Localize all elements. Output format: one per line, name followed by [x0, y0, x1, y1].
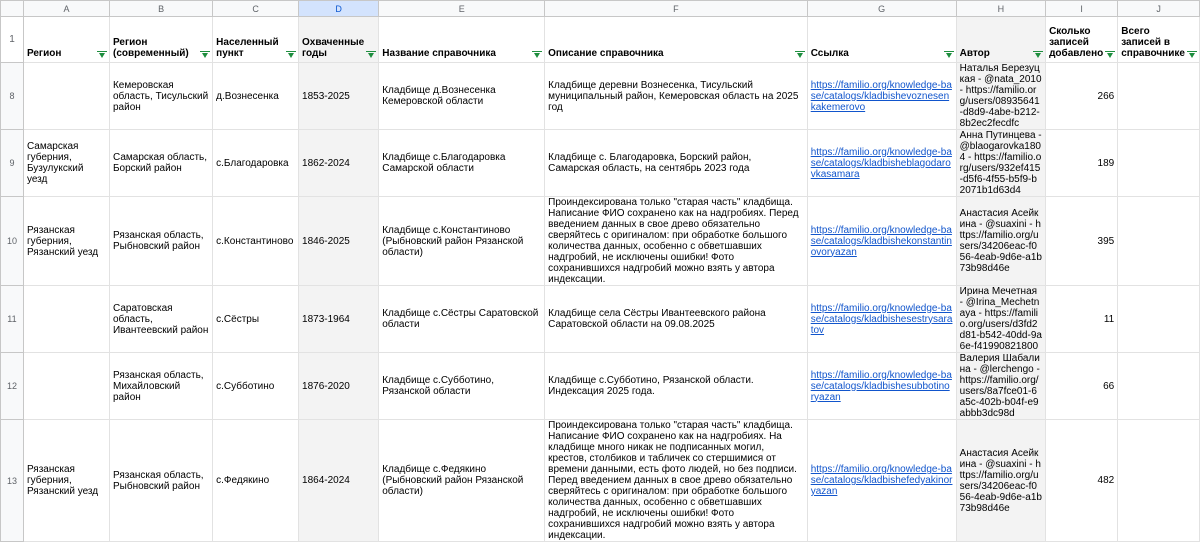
filter-icon[interactable] — [1033, 51, 1043, 59]
cell-settlement[interactable]: д.Вознесенка — [213, 63, 299, 130]
cell-description[interactable]: Проиндексирована только "старая часть" кладбища. Написание ФИО сохранено как на надгробиях. На кладбище много никак не подписанных могил, крестов, столбиков и табличек со стершимися от времени данными, есть фото людей, но без подписи. Перед введением данных в свое древо обязательно сверяйтесь с оригиналом: при обработке большого количества данных, особенно с обветшавших надгробий, не исключены ошибки! Фото сохранившихся надгробий можно взять у автора индексации. — [545, 420, 808, 542]
table-row — [1, 63, 1200, 130]
column-header-d[interactable]: D — [299, 1, 379, 17]
cell-name[interactable]: Кладбище д.Вознесенка Кемеровской области — [379, 63, 545, 130]
cell-added[interactable]: 189 — [1046, 130, 1118, 197]
cell-link[interactable]: https://familio.org/knowledge-base/catalogs/kladbishefedyakinoryazan — [807, 420, 956, 542]
cell-author[interactable]: Наталья Березуцкая - @nata_2010 - https://familio.org/users/08935641-d8d9-4abe-b212-8b2ec2fecdfc — [956, 63, 1045, 130]
cell-description[interactable]: Проиндексирована только "старая часть" кладбища. Написание ФИО сохранено как на надгробиях. Перед введением данных в свое древо обязательно сверяйтесь с оригиналом: при обработке большого количества данных, особенно с обветшавших надгробий, не исключены ошибки! Фото сохранившихся надгробий можно взять у автора индексации. — [545, 197, 808, 286]
header-name[interactable]: Название справочника — [379, 17, 545, 63]
table-row — [1, 197, 1200, 286]
column-header-f[interactable]: F — [545, 1, 808, 17]
cell-settlement[interactable]: с.Благодаровка — [213, 130, 299, 197]
column-header-i[interactable]: I — [1046, 1, 1118, 17]
cell-added[interactable]: 482 — [1046, 420, 1118, 542]
filter-icon[interactable] — [795, 51, 805, 59]
cell-description[interactable]: Кладбище с. Благодаровка, Борский район, Самарская область, на сентябрь 2023 года — [545, 130, 808, 197]
table-row — [1, 420, 1200, 542]
cell-name[interactable]: Кладбище с.Благодаровка Самарской области — [379, 130, 545, 197]
cell-link[interactable]: https://familio.org/knowledge-base/catalogs/kladbishevoznesenkakemerovo — [807, 63, 956, 130]
cell-author[interactable]: Анастасия Асейкина - @suaxini - https://familio.org/users/34206eac-f056-4eab-9d6e-a1b73b98d46e — [956, 420, 1045, 542]
cell-years[interactable]: 1876-2020 — [299, 353, 379, 420]
column-header-j[interactable]: J — [1118, 1, 1200, 17]
row-number[interactable]: 13 — [1, 420, 24, 542]
cell-total[interactable] — [1118, 420, 1200, 542]
cell-region-modern[interactable]: Рязанская область, Рыбновский район — [109, 420, 212, 542]
column-header-h[interactable]: H — [956, 1, 1045, 17]
cell-region[interactable]: Самарская губерния, Бузулукский уезд — [23, 130, 109, 197]
cell-author[interactable]: Анна Путинцева - @blaogarovka1804 - https://familio.org/users/932ef415-d5f6-4f55-b5f9-b2071b1d63d4 — [956, 130, 1045, 197]
cell-total[interactable] — [1118, 130, 1200, 197]
cell-added[interactable]: 11 — [1046, 286, 1118, 353]
header-description[interactable]: Описание справочника — [545, 17, 808, 63]
header-added[interactable]: Сколько записей добавлено — [1046, 17, 1118, 63]
cell-region-modern[interactable]: Саратовская область, Ивантеевский район — [109, 286, 212, 353]
filter-icon[interactable] — [1105, 51, 1115, 59]
table-row — [1, 130, 1200, 197]
row-number[interactable]: 1 — [1, 17, 24, 63]
cell-total[interactable] — [1118, 197, 1200, 286]
filter-icon[interactable] — [97, 51, 107, 59]
cell-added[interactable]: 395 — [1046, 197, 1118, 286]
filter-icon[interactable] — [944, 51, 954, 59]
cell-region-modern[interactable]: Самарская область, Борский район — [109, 130, 212, 197]
cell-link[interactable]: https://familio.org/knowledge-base/catalogs/kladbisheblagodarovkasamara — [807, 130, 956, 197]
cell-region[interactable] — [23, 353, 109, 420]
cell-link[interactable]: https://familio.org/knowledge-base/catalogs/kladbishesestrysaratov — [807, 286, 956, 353]
cell-years[interactable]: 1862-2024 — [299, 130, 379, 197]
cell-link[interactable]: https://familio.org/knowledge-base/catalogs/kladbishesubbotinoryazan — [807, 353, 956, 420]
filter-icon[interactable] — [286, 51, 296, 59]
row-number[interactable]: 9 — [1, 130, 24, 197]
filter-icon[interactable] — [1187, 51, 1197, 59]
column-header-b[interactable]: B — [109, 1, 212, 17]
column-header-a[interactable]: A — [23, 1, 109, 17]
table-row — [1, 353, 1200, 420]
table-row — [1, 286, 1200, 353]
cell-region[interactable]: Рязанская губерния, Рязанский уезд — [23, 197, 109, 286]
header-author[interactable]: Автор — [956, 17, 1045, 63]
cell-name[interactable]: Кладбище с.Константиново (Рыбновский район Рязанской области) — [379, 197, 545, 286]
cell-settlement[interactable]: с.Сёстры — [213, 286, 299, 353]
cell-settlement[interactable]: с.Федякино — [213, 420, 299, 542]
header-total[interactable]: Всего записей в справочнике — [1118, 17, 1200, 63]
filter-icon[interactable] — [532, 51, 542, 59]
cell-years[interactable]: 1873-1964 — [299, 286, 379, 353]
cell-years[interactable]: 1853-2025 — [299, 63, 379, 130]
cell-region-modern[interactable]: Рязанская область, Рыбновский район — [109, 197, 212, 286]
cell-name[interactable]: Кладбище с.Федякино (Рыбновский район Рязанской области) — [379, 420, 545, 542]
cell-total[interactable] — [1118, 63, 1200, 130]
cell-region-modern[interactable]: Рязанская область, Михайловский район — [109, 353, 212, 420]
cell-years[interactable]: 1846-2025 — [299, 197, 379, 286]
row-number[interactable]: 8 — [1, 63, 24, 130]
cell-link[interactable]: https://familio.org/knowledge-base/catalogs/kladbishekonstantinovoryazan — [807, 197, 956, 286]
cell-name[interactable]: Кладбище с.Субботино, Рязанской области — [379, 353, 545, 420]
cell-region[interactable]: Рязанская губерния, Рязанский уезд — [23, 420, 109, 542]
header-link[interactable]: Ссылка — [807, 17, 956, 63]
row-number[interactable]: 10 — [1, 197, 24, 286]
cell-added[interactable]: 66 — [1046, 353, 1118, 420]
column-header-row — [1, 1, 1200, 17]
header-region-modern[interactable]: Регион (современный) — [109, 17, 212, 63]
column-header-c[interactable]: C — [213, 1, 299, 17]
cell-author[interactable]: Анастасия Асейкина - @suaxini - https://familio.org/users/34206eac-f056-4eab-9d6e-a1b73b98d46e — [956, 197, 1045, 286]
cell-years[interactable]: 1864-2024 — [299, 420, 379, 542]
cell-total[interactable] — [1118, 286, 1200, 353]
cell-total[interactable] — [1118, 353, 1200, 420]
cell-added[interactable]: 266 — [1046, 63, 1118, 130]
column-header-g[interactable]: G — [807, 1, 956, 17]
header-years[interactable]: Охваченные годы — [299, 17, 379, 63]
header-settlement[interactable]: Населенный пункт — [213, 17, 299, 63]
cell-region[interactable] — [23, 63, 109, 130]
cell-description[interactable]: Кладбище села Сёстры Ивантеевского района Саратовской области на 09.08.2025 — [545, 286, 808, 353]
cell-settlement[interactable]: с.Константиново — [213, 197, 299, 286]
cell-region-modern[interactable]: Кемеровская область, Тисульский район — [109, 63, 212, 130]
column-header-e[interactable]: E — [379, 1, 545, 17]
cell-settlement[interactable]: с.Субботино — [213, 353, 299, 420]
filter-icon[interactable] — [200, 51, 210, 59]
select-all-corner[interactable] — [1, 1, 24, 17]
cell-author[interactable]: Валерия Шабалина - @lerchengo - https://familio.org/users/8a7fce01-6a5c-402b-b04f-e9abbb3dc98d — [956, 353, 1045, 420]
cell-author[interactable]: Ирина Мечетная - @Irina_Mechetnaya - https://familio.org/users/d3fd2d81-b542-40dd-9a6e-f41990821800 — [956, 286, 1045, 353]
cell-description[interactable]: Кладбище с.Субботино, Рязанской области. Индексация 2025 года. — [545, 353, 808, 420]
table-header-row — [1, 17, 1200, 63]
filter-icon[interactable] — [366, 51, 376, 59]
row-number[interactable]: 11 — [1, 286, 24, 353]
cell-region[interactable] — [23, 286, 109, 353]
header-region[interactable]: Регион — [23, 17, 109, 63]
cell-name[interactable]: Кладбище с.Сёстры Саратовской области — [379, 286, 545, 353]
cell-description[interactable]: Кладбище деревни Вознесенка, Тисульский муниципальный район, Кемеровская область на 2025 год — [545, 63, 808, 130]
row-number[interactable]: 12 — [1, 353, 24, 420]
